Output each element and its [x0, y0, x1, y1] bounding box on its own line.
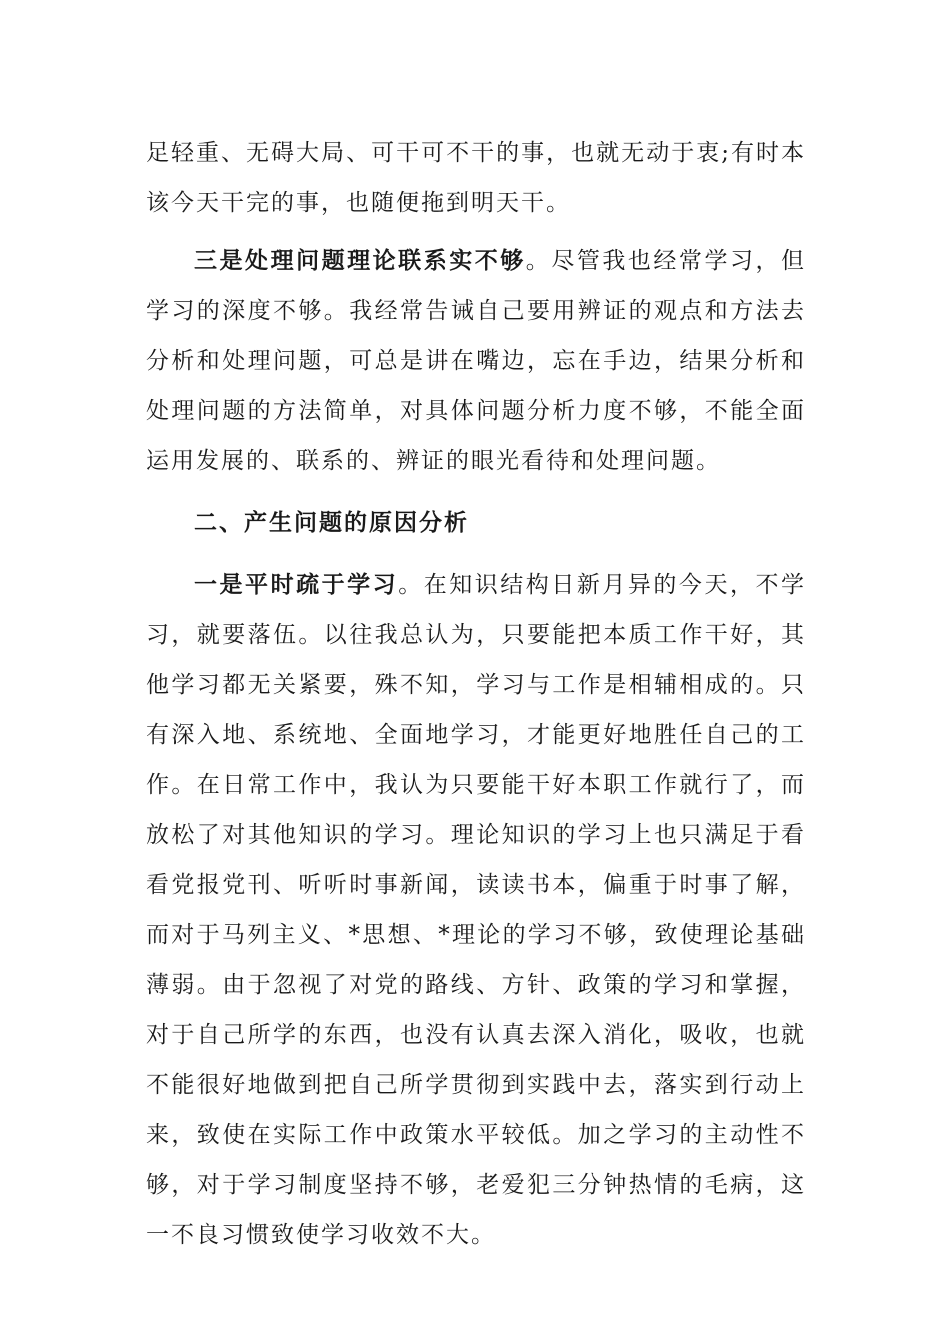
paragraph-lead: 一是平时疏于学习 [194, 571, 399, 598]
paragraph-text: 。尽管我也经常学习，但学习的深度不够。我经常告诫自己要用辨证的观点和方法去分析和处理问题，可总是讲在嘴边，忘在手边，结果分析和处理问题的方法简单，对具体问题分析力度不够，不能全面运用发展的、联系的、辨证的眼光看待和处理问题。 [146, 248, 807, 474]
paragraph-continuation [146, 128, 806, 228]
paragraph-text: 。在知识结构日新月异的今天，不学习，就要落伍。以往我总认为，只要能把本质工作干好，其他学习都无关紧要，殊不知，学习与工作是相辅相成的。只有深入地、系统地、全面地学习，才能更好地胜任自己的工作。在日常工作中，我认为只要能干好本职工作就行了，而放松了对其他知识的学习。理论知识的学习上也只满足于看看党报党刊、听听时事新闻，读读书本，偏重于时事了解，而对于马列主义、*思想、*理论的学习不够，致使理论基础薄弱。由于忽视了对党的路线、方针、政策的学习和掌握，对于自己所学的东西，也没有认真去深入消化，吸收，也就不能很好地做到把自己所学贯彻到实践中去，落实到行动上来，致使在实际工作中政策水平较低。加之学习的主动性不够，对于学习制度坚持不够，老爱犯三分钟热情的毛病，这一不良习惯致使学习收效不大。 [146, 572, 807, 1248]
section-heading-text: 二、产生问题的原因分析 [194, 509, 469, 536]
section-heading [146, 498, 806, 548]
document-page [146, 128, 806, 1260]
paragraph-study [146, 560, 806, 1260]
paragraph-text: 足轻重、无碍大局、可干可不干的事，也就无动于衷;有时本该今天干完的事，也随便拖到明天干。 [146, 140, 806, 216]
paragraph-lead: 三是处理问题理论联系实不够 [194, 247, 526, 274]
paragraph-theory-practice [146, 236, 806, 486]
